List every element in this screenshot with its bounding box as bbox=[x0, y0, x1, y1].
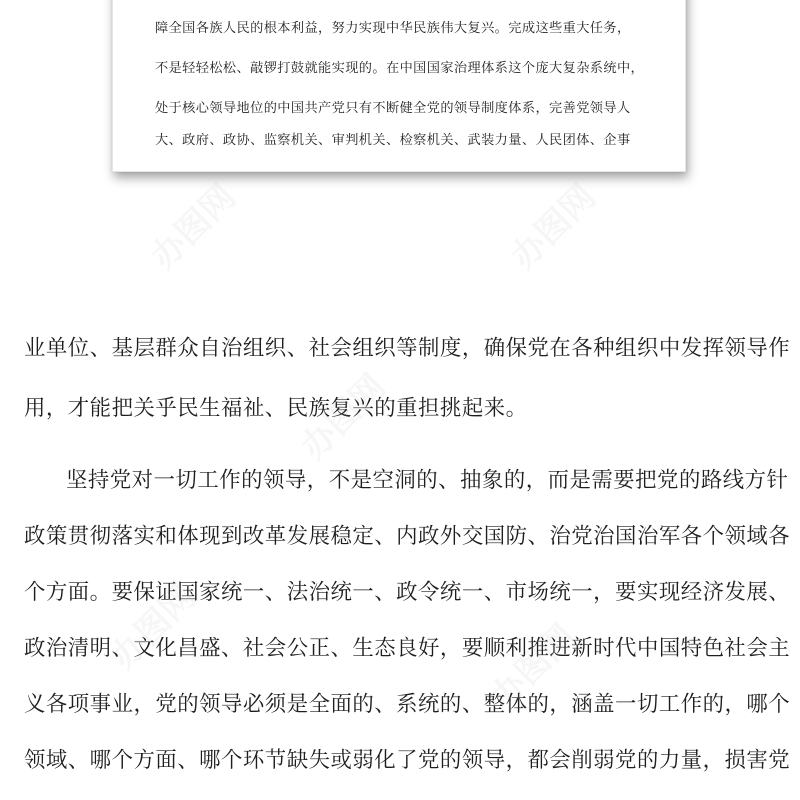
body-text-line: 业单位、基层群众自治组织、社会组织等制度，确保党在各种组织中发挥领导作 bbox=[24, 336, 791, 361]
body-paragraph-start: 坚持党对一切工作的领导，不是空洞的、抽象的，而是需要把党的路线方针 bbox=[66, 468, 789, 493]
body-text-line: 义各项事业，党的领导必须是全面的、系统的、整体的，涵盖一切工作的，哪个 bbox=[24, 692, 791, 717]
paper-text-line: 处于核心领导地位的中国共产党只有不断健全党的领导制度体系，完善党领导人 bbox=[155, 101, 631, 116]
body-text-line: 政治清明、文化昌盛、社会公正、生态良好，要顺利推进新时代中国特色社会主 bbox=[24, 636, 791, 661]
paper-text-line: 不是轻轻松松、敲锣打鼓就能实现的。在中国国家治理体系这个庞大复杂系统中， bbox=[155, 61, 645, 76]
paper-text-line: 大、政府、政协、监察机关、审判机关、检察机关、武装力量、人民团体、企事 bbox=[155, 133, 631, 148]
watermark-logo: 办图网 bbox=[103, 576, 204, 678]
body-text-line: 个方面。要保证国家统一、法治统一、政令统一、市场统一，要实现经济发展、 bbox=[24, 580, 791, 605]
body-text-line: 领域、哪个方面、哪个环节缺失或弱化了党的领导，都会削弱党的力量，损害党 bbox=[24, 748, 791, 773]
watermark-logo: 办图网 bbox=[143, 176, 244, 278]
body-text-line: 政策贯彻落实和体现到改革发展稳定、内政外交国防、治党治国治军各个领域各 bbox=[24, 524, 791, 549]
document-page-card bbox=[112, 0, 686, 172]
watermark-logo: 办图网 bbox=[503, 176, 604, 278]
paper-text-line: 障全国各族人民的根本利益，努力实现中华民族伟大复兴。完成这些重大任务， bbox=[155, 21, 631, 36]
watermark-logo: 办图网 bbox=[483, 616, 584, 718]
body-text-line: 用，才能把关乎民生福祉、民族复兴的重担挑起来。 bbox=[24, 396, 528, 421]
watermark-logo: 办图网 bbox=[293, 366, 394, 468]
